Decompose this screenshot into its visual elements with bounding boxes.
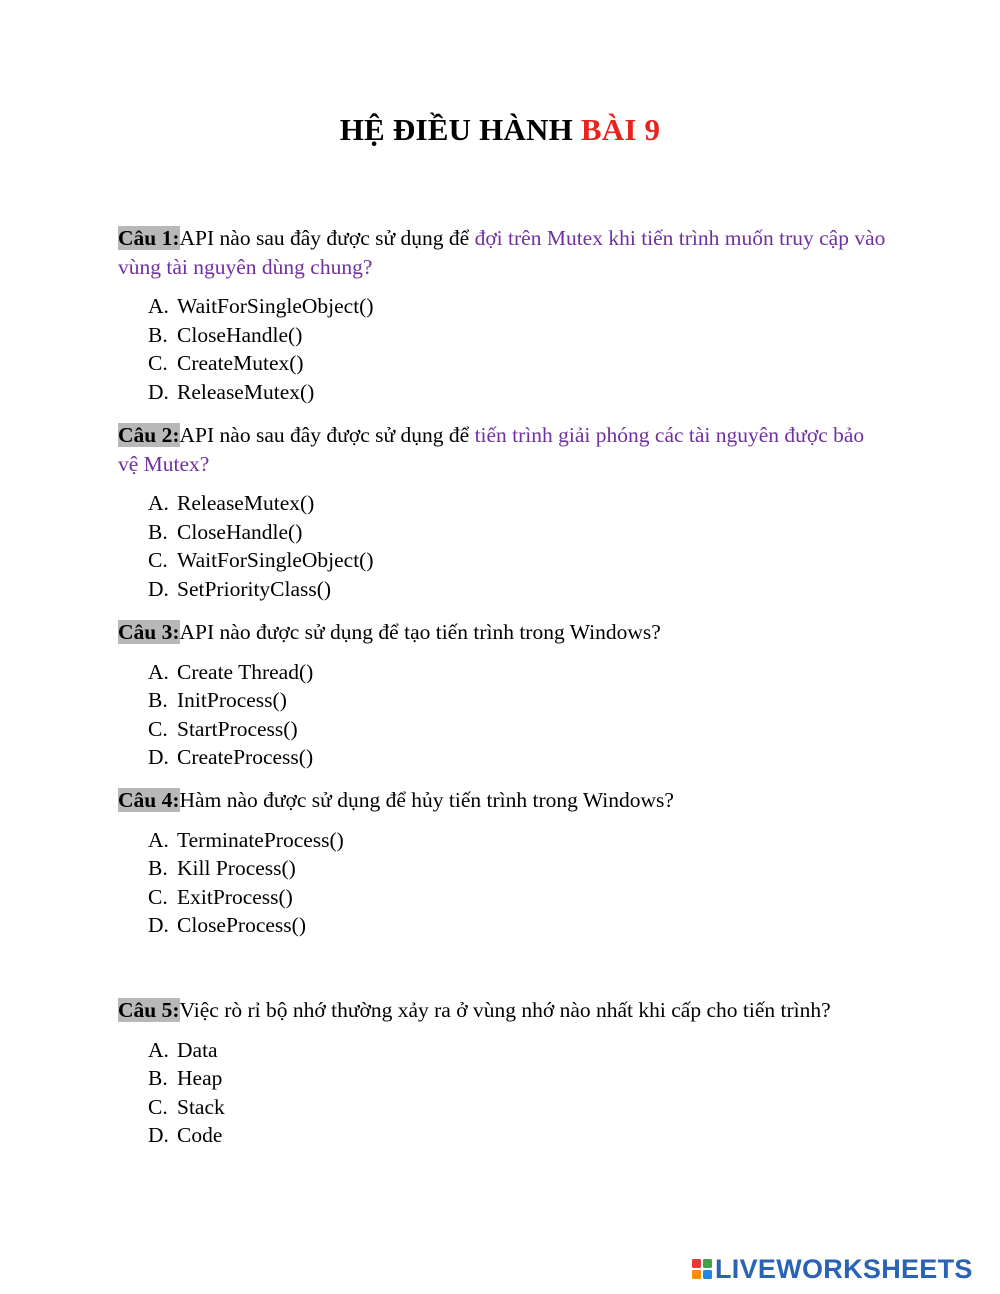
option-3a[interactable]: A. Create Thread()	[148, 659, 314, 684]
option-5c[interactable]: C. Stack	[148, 1094, 225, 1119]
option-3b[interactable]: B. InitProcess()	[148, 688, 287, 712]
question-2	[118, 421, 888, 603]
question-3	[118, 618, 888, 772]
option-1c[interactable]: C. CreateMutex()	[148, 351, 304, 375]
question-3-prompt: API nào được sử dụng để tạo tiến trình trong Windows?	[179, 620, 661, 644]
question-1-options	[118, 292, 888, 406]
question-1-prompt: API nào sau đây được sử dụng để	[179, 226, 475, 250]
option-2d[interactable]: D. SetPriorityClass()	[148, 576, 332, 601]
question-1	[118, 224, 888, 406]
logo-square-red	[692, 1259, 701, 1268]
question-4-label: Câu 4:	[118, 788, 180, 812]
question-2-prompt: API nào sau đây được sử dụng để	[179, 423, 475, 447]
liveworksheets-logo-icon	[692, 1259, 712, 1279]
logo-square-orange	[692, 1270, 701, 1279]
option-4c[interactable]: C. ExitProcess()	[148, 884, 293, 909]
option-3c[interactable]: C. StartProcess()	[148, 716, 298, 741]
option-5d[interactable]: D. Code	[148, 1123, 223, 1147]
page-title	[0, 112, 1000, 148]
option-1b[interactable]: B. CloseHandle()	[148, 322, 303, 347]
question-3-options	[118, 658, 888, 772]
question-1-highlight: đợi trên Mutex khi tiến trình muốn truy cập vào vùng tài nguyên dùng chung?	[118, 226, 886, 279]
title-main: HỆ ĐIỀU HÀNH	[339, 112, 581, 147]
question-1-label: Câu 1:	[118, 226, 180, 250]
option-2b[interactable]: B. CloseHandle()	[148, 519, 303, 544]
question-5-prompt: Việc rò rỉ bộ nhớ thường xảy ra ở vùng nhớ nào nhất khi cấp cho tiến trình?	[179, 998, 831, 1022]
option-5a[interactable]: A. Data	[148, 1037, 218, 1062]
question-5-text	[118, 996, 888, 1025]
logo-square-blue	[703, 1270, 712, 1279]
question-4-options	[118, 826, 888, 940]
question-4-prompt: Hàm nào được sử dụng để hủy tiến trình trong Windows?	[179, 788, 674, 812]
question-5-label: Câu 5:	[118, 998, 180, 1022]
question-3-label: Câu 3:	[118, 620, 180, 644]
question-3-text	[118, 618, 888, 647]
question-2-options	[118, 489, 888, 603]
option-4a[interactable]: A. TerminateProcess()	[148, 827, 344, 852]
logo-square-green	[703, 1259, 712, 1268]
option-3d[interactable]: D. CreateProcess()	[148, 745, 314, 769]
question-2-highlight: tiến trình giải phóng các tài nguyên được bảo vệ Mutex?	[118, 423, 865, 476]
question-4	[118, 786, 888, 940]
logo-text: LIVEWORKSHEETS	[715, 1254, 973, 1284]
question-5	[118, 996, 888, 1150]
option-5b[interactable]: B. Heap	[148, 1066, 223, 1090]
option-1d[interactable]: D. ReleaseMutex()	[148, 379, 315, 404]
liveworksheets-logo	[692, 1254, 973, 1284]
question-4-text	[118, 786, 888, 815]
option-2a[interactable]: A. ReleaseMutex()	[148, 491, 315, 515]
option-1a[interactable]: A. WaitForSingleObject()	[148, 294, 374, 318]
question-2-text	[118, 421, 888, 478]
option-4d[interactable]: D. CloseProcess()	[148, 913, 306, 937]
question-2-label: Câu 2:	[118, 423, 180, 447]
title-accent: BÀI 9	[580, 112, 661, 147]
option-4b[interactable]: B. Kill Process()	[148, 856, 296, 880]
question-1-text	[118, 224, 888, 281]
question-5-options	[118, 1036, 888, 1150]
option-2c[interactable]: C. WaitForSingleObject()	[148, 548, 374, 572]
